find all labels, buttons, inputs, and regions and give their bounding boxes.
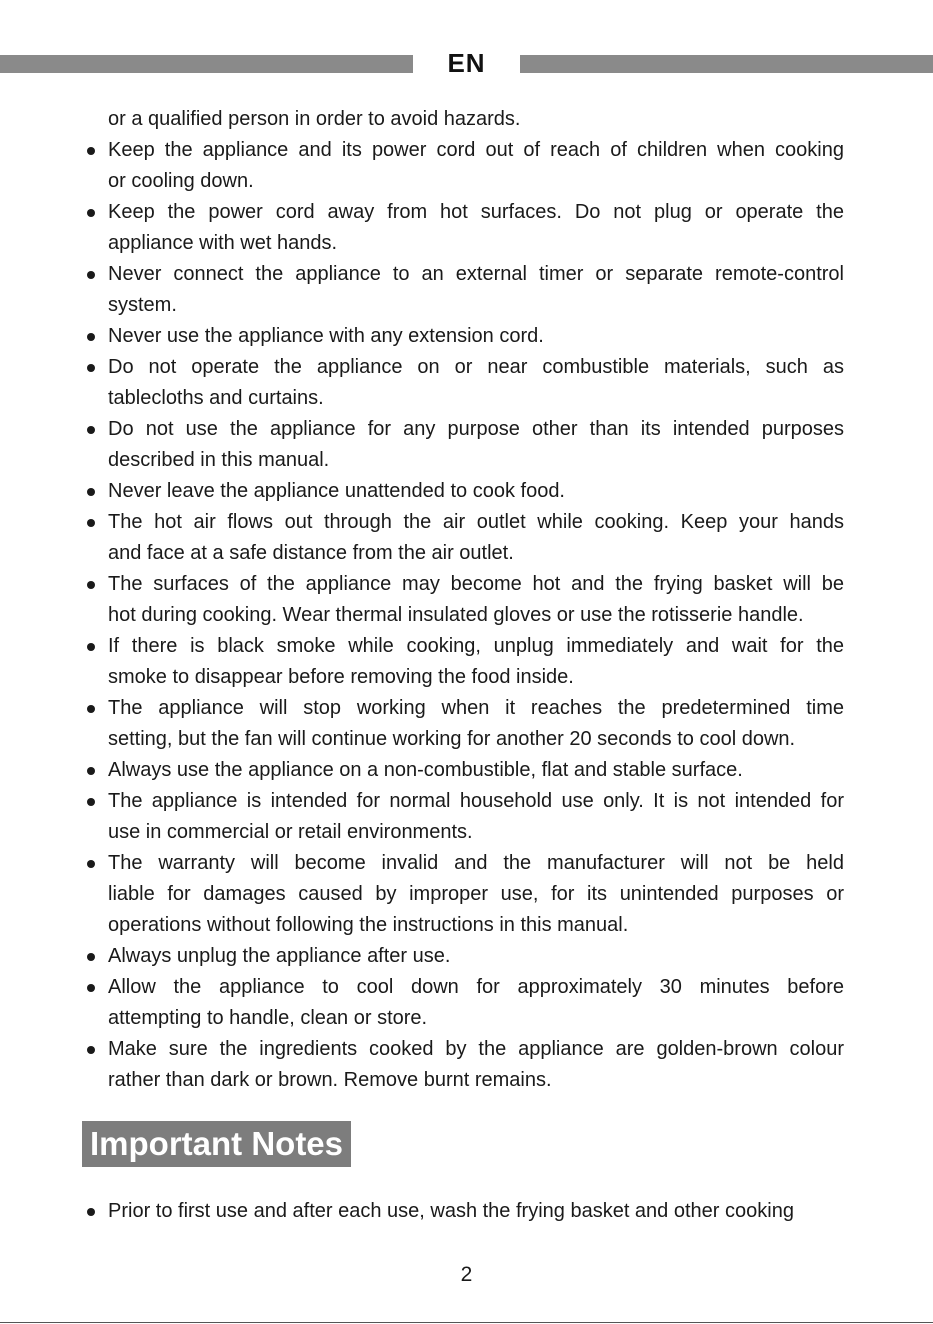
bullet-dot-icon (87, 767, 95, 775)
bullet-dot-icon (87, 1208, 95, 1216)
line-text: appliance with wet hands. (108, 232, 338, 254)
bullet-text-line (87, 1003, 844, 1034)
bullet-item (87, 755, 844, 786)
line-text: setting, but the fan will continue working for another 20 seconds to cool down. (108, 728, 796, 750)
bullet-text-line (87, 910, 844, 941)
bullet-item (87, 259, 844, 321)
important-notes-content (87, 1196, 844, 1227)
bullet-dot-icon (87, 488, 95, 496)
bullet-text-line (87, 600, 844, 631)
safety-instructions (87, 104, 844, 1096)
bullet-text-first-line (87, 507, 844, 538)
bullet-item (87, 321, 844, 352)
bottom-rule (0, 1322, 933, 1323)
line-text: operations without following the instructions in this manual. (108, 914, 629, 936)
line-text: Do not operate the appliance on or near combustible materials, such as (108, 356, 844, 378)
header-bar-right (520, 55, 933, 73)
bullet-text-line (87, 817, 844, 848)
bullet-item (87, 631, 844, 693)
bullet-text-first-line (87, 569, 844, 600)
bullet-item (87, 972, 844, 1034)
safety-bullet-list (87, 135, 844, 1096)
line-text: The surfaces of the appliance may become hot and the frying basket will be (108, 573, 844, 595)
bullet-dot-icon (87, 705, 95, 713)
bullet-dot-icon (87, 364, 95, 372)
bullet-text-line (87, 538, 844, 569)
notes-bullet-list (87, 1196, 844, 1227)
bullet-dot-icon (87, 984, 95, 992)
line-text: and face at a safe distance from the air outlet. (108, 542, 514, 564)
bullet-text-line (87, 228, 844, 259)
important-notes-heading: Important Notes (82, 1121, 351, 1167)
line-text: tablecloths and curtains. (108, 387, 324, 409)
bullet-text-first-line (87, 786, 844, 817)
continuation-line: or a qualified person in order to avoid hazards. (108, 108, 521, 130)
bullet-dot-icon (87, 581, 95, 589)
line-text: Allow the appliance to cool down for approximately 30 minutes before (108, 976, 844, 998)
line-text: attempting to handle, clean or store. (108, 1007, 428, 1029)
bullet-text-line (87, 662, 844, 693)
line-text: Always use the appliance on a non-combustible, flat and stable surface. (108, 759, 743, 781)
bullet-text-first-line (87, 1034, 844, 1065)
line-text: rather than dark or brown. Remove burnt remains. (108, 1069, 552, 1091)
line-text: The hot air flows out through the air outlet while cooking. Keep your hands (108, 511, 844, 533)
language-label: EN (447, 48, 486, 78)
bullet-dot-icon (87, 271, 95, 279)
bullet-item (87, 135, 844, 197)
bullet-text-line (87, 724, 844, 755)
bullet-text-first-line (87, 135, 844, 166)
bullet-dot-icon (87, 798, 95, 806)
bullet-dot-icon (87, 953, 95, 961)
bullet-dot-icon (87, 1046, 95, 1054)
bullet-text-first-line (87, 476, 844, 507)
bullet-text-first-line (87, 414, 844, 445)
bullet-text-first-line (87, 693, 844, 724)
bullet-text-line (87, 445, 844, 476)
bullet-text-first-line (87, 259, 844, 290)
bullet-text-first-line (87, 352, 844, 383)
line-text: If there is black smoke while cooking, unplug immediately and wait for the (108, 635, 844, 657)
bullet-item (87, 352, 844, 414)
bullet-item (87, 941, 844, 972)
line-text: smoke to disappear before removing the food inside. (108, 666, 574, 688)
line-text: use in commercial or retail environments. (108, 821, 473, 843)
bullet-item (87, 507, 844, 569)
bullet-text-first-line (87, 972, 844, 1003)
bullet-text-line (87, 290, 844, 321)
line-text: described in this manual. (108, 449, 330, 471)
bullet-item (87, 1196, 844, 1227)
line-text: or cooling down. (108, 170, 254, 192)
bullet-text-line (87, 879, 844, 910)
line-text: Prior to first use and after each use, wash the frying basket and other cooking (108, 1200, 794, 1222)
line-text: Keep the appliance and its power cord out of reach of children when cooking (108, 139, 844, 161)
bullet-dot-icon (87, 147, 95, 155)
line-text: Do not use the appliance for any purpose other than its intended purposes (108, 418, 844, 440)
line-text: Keep the power cord away from hot surfaces. Do not plug or operate the (108, 201, 844, 223)
bullet-text-first-line (87, 1196, 844, 1227)
bullet-text-line (87, 1065, 844, 1096)
bullet-item (87, 848, 844, 941)
bullet-text-first-line (87, 197, 844, 228)
line-text: system. (108, 294, 177, 316)
bullet-dot-icon (87, 333, 95, 341)
bullet-text-first-line (87, 941, 844, 972)
bullet-dot-icon (87, 426, 95, 434)
bullet-text-first-line (87, 631, 844, 662)
line-text: Never connect the appliance to an external timer or separate remote-control (108, 263, 844, 285)
bullet-dot-icon (87, 643, 95, 651)
bullet-item (87, 197, 844, 259)
line-text: liable for damages caused by improper use, for its unintended purposes or (108, 883, 844, 905)
header-bar-left (0, 55, 413, 73)
bullet-item (87, 476, 844, 507)
line-text: Never use the appliance with any extension cord. (108, 325, 544, 347)
line-text: The warranty will become invalid and the manufacturer will not be held (108, 852, 844, 874)
line-text: Always unplug the appliance after use. (108, 945, 451, 967)
bullet-text-first-line (87, 321, 844, 352)
bullet-text-line (87, 383, 844, 414)
bullet-item (87, 693, 844, 755)
bullet-text-first-line (87, 848, 844, 879)
bullet-text-line (87, 166, 844, 197)
line-text: The appliance will stop working when it reaches the predetermined time (108, 697, 844, 719)
bullet-item (87, 1034, 844, 1096)
bullet-text-first-line (87, 755, 844, 786)
bullet-dot-icon (87, 209, 95, 217)
line-text: The appliance is intended for normal household use only. It is not intended for (108, 790, 844, 812)
bullet-item (87, 569, 844, 631)
line-text: hot during cooking. Wear thermal insulated gloves or use the rotisserie handle. (108, 604, 804, 626)
bullet-dot-icon (87, 519, 95, 527)
bullet-item (87, 414, 844, 476)
bullet-item (87, 786, 844, 848)
line-text: Make sure the ingredients cooked by the appliance are golden-brown colour (108, 1038, 844, 1060)
page-number: 2 (460, 1263, 473, 1286)
line-text: Never leave the appliance unattended to cook food. (108, 480, 565, 502)
bullet-dot-icon (87, 860, 95, 868)
